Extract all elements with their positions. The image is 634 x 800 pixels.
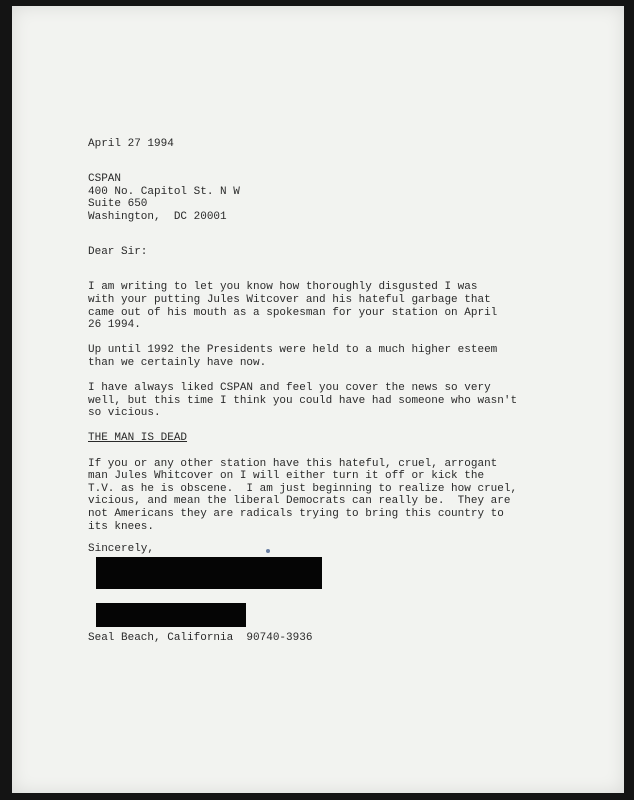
paragraph-line: I am writing to let you know how thoroughly disgusted I was bbox=[88, 281, 478, 294]
letter-body bbox=[88, 138, 548, 533]
paragraph-line: If you or any other station have this hateful, cruel, arrogant bbox=[88, 457, 498, 470]
paragraph-line: with your putting Jules Witcover and his hateful garbage that bbox=[88, 293, 491, 306]
redacted-name bbox=[96, 603, 246, 627]
letter-date: April 27 1994 bbox=[88, 138, 174, 150]
paragraph-4 bbox=[88, 458, 548, 534]
paragraph-line: its knees. bbox=[88, 520, 155, 533]
closing: Sincerely, bbox=[88, 543, 155, 555]
paragraph-line: man Jules Whitcover on I will either turn it off or kick the bbox=[88, 470, 485, 483]
address-line: CSPAN bbox=[88, 173, 122, 186]
address-line: Washington, DC 20001 bbox=[88, 210, 227, 223]
paragraph-line: vicious, and mean the liberal Democrats can really be. They are bbox=[88, 495, 511, 508]
paragraph-line: so vicious. bbox=[88, 407, 161, 420]
paragraph-line: than we certainly have now. bbox=[88, 356, 267, 369]
salutation: Dear Sir: bbox=[88, 246, 148, 259]
recipient-address bbox=[88, 173, 548, 223]
paragraph-line: I have always liked CSPAN and feel you cover the news so very bbox=[88, 382, 491, 395]
paragraph-line: Up until 1992 the Presidents were held to a much higher esteem bbox=[88, 344, 498, 357]
address-line: 400 No. Capitol St. N W bbox=[88, 185, 240, 198]
paragraph-2 bbox=[88, 344, 548, 369]
paragraph-3 bbox=[88, 382, 548, 420]
paragraph-line: came out of his mouth as a spokesman for your station on April bbox=[88, 306, 498, 319]
paragraph-line: T.V. as he is obscene. I am just beginning to realize how cruel, bbox=[88, 482, 518, 495]
address-line: Suite 650 bbox=[88, 198, 148, 211]
pen-mark bbox=[266, 549, 270, 553]
paragraph-1 bbox=[88, 281, 548, 331]
redacted-signature bbox=[96, 557, 322, 589]
paragraph-line: well, but this time I think you could have had someone who wasn't bbox=[88, 394, 518, 407]
sender-location: Seal Beach, California 90740-3936 bbox=[88, 632, 313, 644]
paragraph-line: 26 1994. bbox=[88, 319, 141, 332]
section-heading: THE MAN IS DEAD bbox=[88, 432, 188, 445]
paragraph-line: not Americans they are radicals trying to bring this country to bbox=[88, 508, 504, 521]
